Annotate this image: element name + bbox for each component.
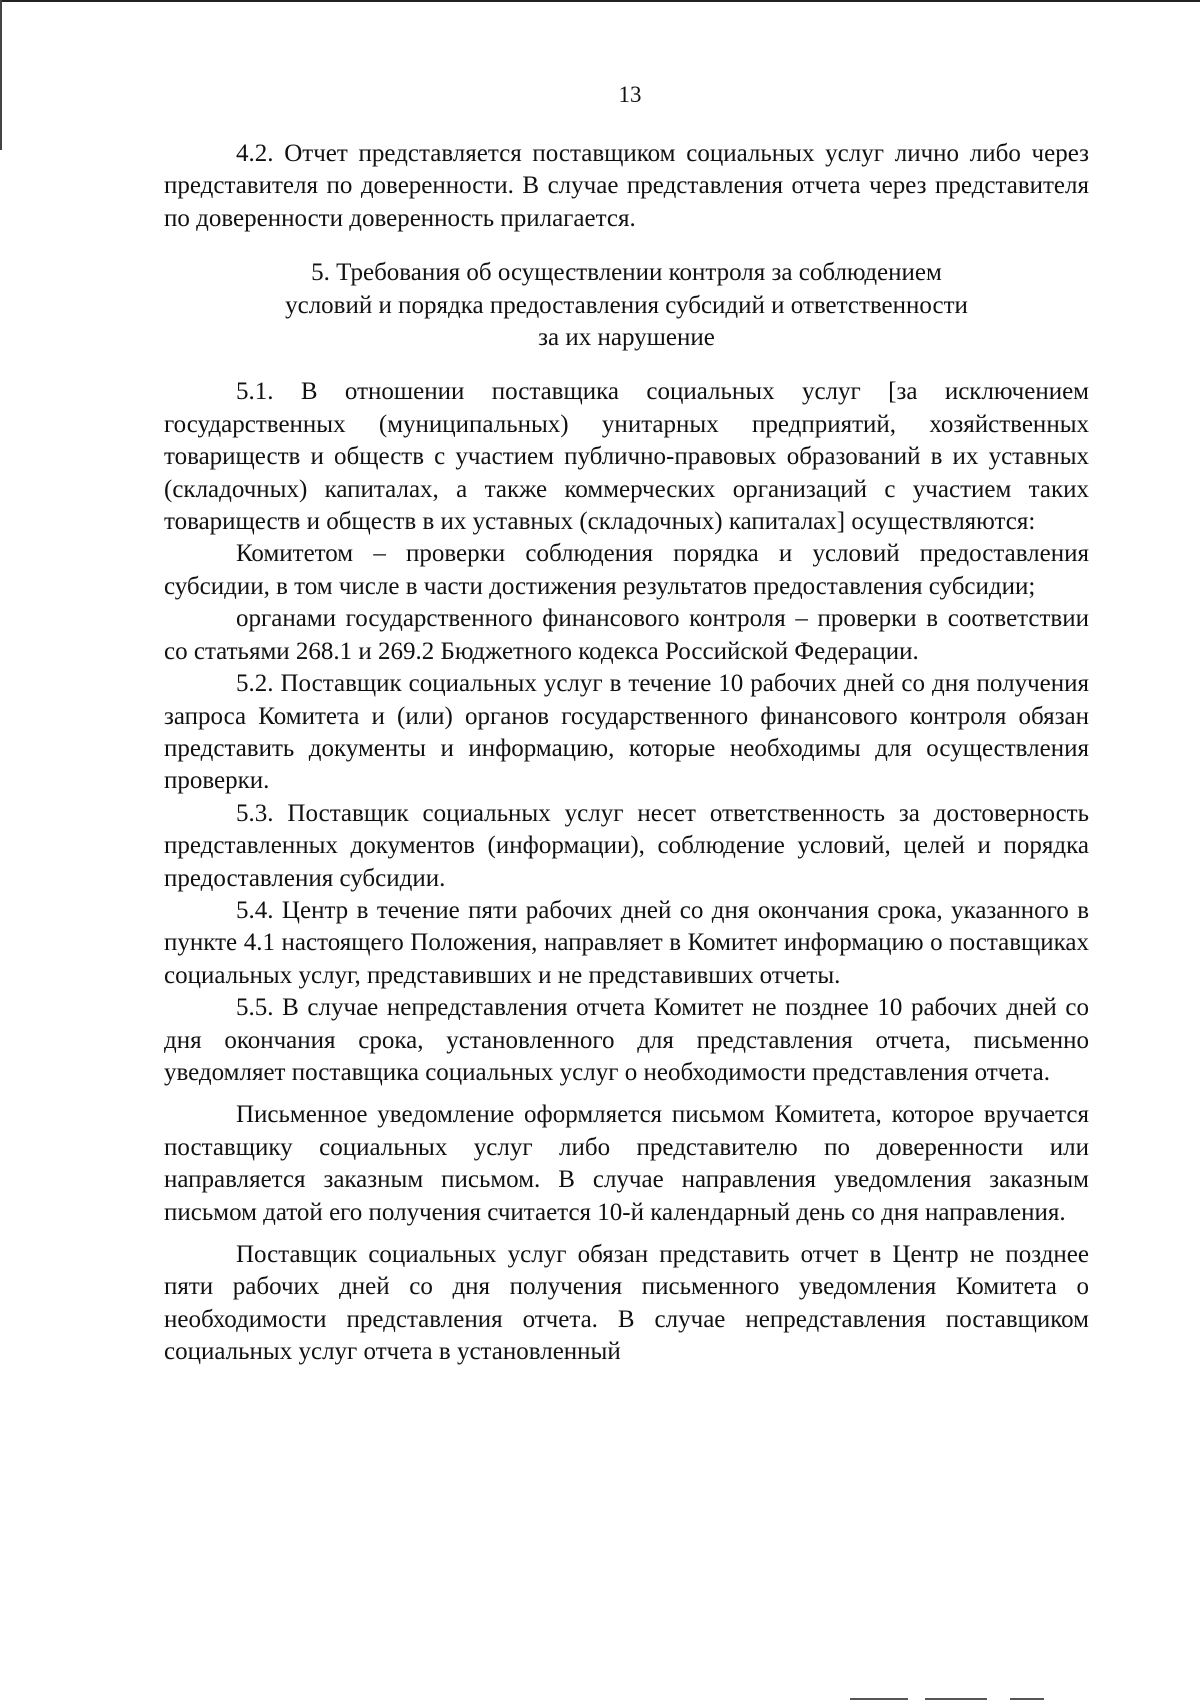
paragraph-5-2: 5.2. Поставщик социальных услуг в течение 10 рабочих дней со дня получения запроса Комитета и (или) органов государственного финансового контроля обязан представить документы и информацию, которые необходимы для осуществления проверки. <box>164 670 1089 795</box>
paragraph-5-1: 5.1. В отношении поставщика социальных услуг [за исключением государственных (муниципальных) унитарных предприятий, хозяйственных товариществ и обществ с участием публично-правовых образований в их уставных (складочных) капиталах, а также коммерческих организаций с участием таких товариществ и обществ в их уставных (складочных) капиталах] осуществляются: <box>164 378 1089 536</box>
scan-artifact-line <box>850 1698 908 1700</box>
page-number: 13 <box>618 82 642 107</box>
paragraph-committee-checks: Комитетом – проверки соблюдения порядка и условий предоставления субсидии, в том числе в части достижения результатов предоставления субсидии; <box>164 540 1089 600</box>
scan-edge-left <box>0 0 2 150</box>
document-body <box>164 138 1089 1369</box>
section-heading-line-1: 5. Требования об осуществлении контроля за соблюдением <box>311 259 942 287</box>
paragraph-5-3: 5.3. Поставщик социальных услуг несет ответственность за достоверность представленных документов (информации), соблюдение условий, целей и порядка предоставления субсидии. <box>164 799 1089 892</box>
section-heading <box>164 257 1089 354</box>
paragraph-report-deadline: Поставщик социальных услуг обязан представить отчет в Центр не позднее пяти рабочих дней со дня получения письменного уведомления Комитета о необходимости представления отчета. В случае непредставления поставщиком социальных услуг отчета в установленный <box>164 1241 1089 1366</box>
paragraph-financial-control: органами государственного финансового контроля – проверки в соответствии со статьями 268.1 и 269.2 Бюджетного кодекса Российской Федерации. <box>164 605 1089 665</box>
scan-edge-top <box>0 0 1200 2</box>
scan-artifact-line <box>1010 1698 1044 1700</box>
section-heading-line-2: условий и порядка предоставления субсидий и ответственности <box>285 291 968 319</box>
scan-artifact-line <box>925 1698 987 1700</box>
section-heading-line-3: за их нарушение <box>538 324 715 352</box>
paragraph-5-4: 5.4. Центр в течение пяти рабочих дней со дня окончания срока, указанного в пункте 4.1 настоящего Положения, направляет в Комитет информацию о поставщиках социальных услуг, представивших и не представивших отчеты. <box>164 896 1089 989</box>
paragraph-5-5: 5.5. В случае непредставления отчета Комитет не позднее 10 рабочих дней со дня окончания срока, установленного для представления отчета, письменно уведомляет поставщика социальных услуг о необходимости представления отчета. <box>164 994 1089 1086</box>
paragraph-written-notice: Письменное уведомление оформляется письмом Комитета, которое вручается поставщику социальных услуг либо представителю по доверенности или направляется заказным письмом. В случае направления уведомления заказным письмом датой его получения считается 10-й календарный день со дня направления. <box>164 1101 1089 1226</box>
paragraph-4-2: 4.2. Отчет представляется поставщиком социальных услуг лично либо через представителя по доверенности. В случае представления отчета через представителя по доверенности доверенность прилагается. <box>164 140 1089 232</box>
